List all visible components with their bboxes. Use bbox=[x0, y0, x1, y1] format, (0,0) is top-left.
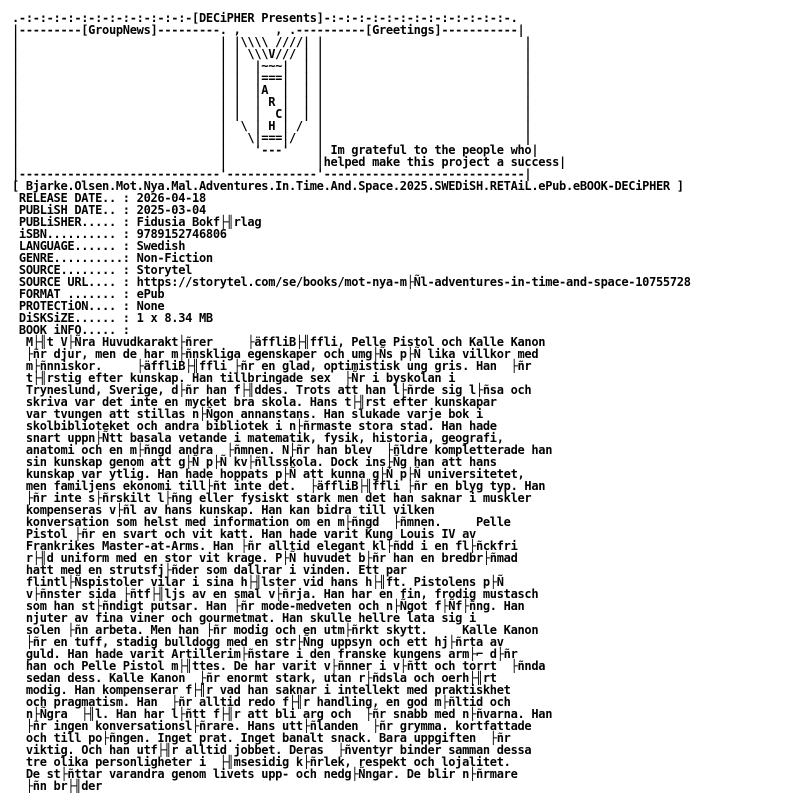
nfo-line: modig. Han kompenserar f├╢r vad han saknar i intellekt med praktiskhet bbox=[12, 683, 511, 697]
nfo-line: FORMAT ....... : ePub bbox=[12, 287, 165, 301]
nfo-line: hatt med en strutsfj├ñder som dallrar i vinden. Ett par bbox=[12, 563, 407, 577]
nfo-line: skriva var det inte en mycket bra skola. Hans t├╢rst efter kunskapar bbox=[12, 395, 497, 409]
nfo-line: sedan dess. Kalle Kanon ├ñr enormt stark, utan r├ñdsla och oerh├╢rt bbox=[12, 671, 497, 685]
nfo-line: | | |helped make this project a success| bbox=[12, 155, 566, 169]
nfo-line: och pragmatism. Han ├ñr alltid redo f├╢r handling, en god m├ñltid och bbox=[12, 695, 511, 709]
nfo-line: kompenseras v├ñl av hans kunskap. Han kan bidra till vilken bbox=[12, 503, 435, 517]
nfo-line: n├Ñgra ├╢l. Han har l├ñtt f├╢r att bli arg och ├ñr snabb med n├ñvarna. Han bbox=[12, 707, 553, 721]
nfo-line: viktig. Och han utf├╢r alltid jobbet. Deras ├ñventyr binder samman dessa bbox=[12, 743, 532, 757]
nfo-line: guld. Han hade varit Artillerim├ñstare i den franske kungens arm├⌐ d├ñr bbox=[12, 647, 518, 661]
nfo-line: ├ñr inte s├ñrskilt l├ñng eller fysiskt stark men det han saknar i muskler bbox=[12, 491, 532, 505]
nfo-line: flintl├Ñspistoler vilar i sina h├╢lster vid hans h├╢ft. Pistolens p├Ñ bbox=[12, 575, 504, 589]
nfo-line: SOURCE........ : Storytel bbox=[12, 263, 193, 277]
nfo-line: solen ├ñn arbeta. Men han ├ñr modig och en utm├ñrkt skytt. Kalle Kanon bbox=[12, 623, 539, 637]
nfo-line: BOOK iNFO..... : bbox=[12, 323, 130, 337]
nfo-line: sin kunskap genom att g├Ñ p├Ñ kv├ñllsskola. Dock ins├Ñg han att hans bbox=[12, 455, 497, 469]
nfo-line: | | | | R | | | | bbox=[12, 95, 532, 109]
nfo-line: | | | |===| | | | bbox=[12, 71, 532, 85]
nfo-line: GENRE..........: Non-Fiction bbox=[12, 251, 213, 265]
nfo-line: ├ñr en tuff, stadig bulldogg med en str├Ñng uppsyn och ett hj├ñrta av bbox=[12, 635, 504, 649]
nfo-line: var tvungen att stillas n├Ñgon annanstans. Han slukade varje bok i bbox=[12, 407, 483, 421]
nfo-line: DiSKSiZE...... : 1 x 8.34 MB bbox=[12, 311, 213, 325]
nfo-line: PROTECTiON.... : None bbox=[12, 299, 165, 313]
nfo-line: M├╢t V├Ñra Huvudkarakt├ñrer ├äffliB├╢ffli, Pelle Pistol och Kalle Kanon bbox=[12, 335, 546, 349]
nfo-line: PUBLiSHER..... : Fidusia Bokf├╢rlag bbox=[12, 215, 262, 229]
nfo-line: njuter av fina viner och gourmetmat. Han skulle hellre lata sig i bbox=[12, 611, 476, 625]
nfo-line: |---------[GroupNews]---------. , , .----------[Greetings]-----------| bbox=[12, 23, 525, 37]
nfo-line: |-----------------------------'-------------'-----------------------------| bbox=[12, 167, 532, 181]
nfo-line: Frankrikes Master-at-Arms. Han ├ñr alltid elegant kl├ñdd i en fl├ñckfri bbox=[12, 539, 518, 553]
nfo-line: LANGUAGE...... : Swedish bbox=[12, 239, 186, 253]
nfo-line: | | |\\\\ ////| | | bbox=[12, 35, 532, 49]
nfo-line: ├ñn br├╢der bbox=[12, 779, 103, 793]
nfo-line: han och Pelle Pistol m├╢ttes. De har varit v├ñnner i v├ñtt och torrt ├ñnda bbox=[12, 659, 546, 673]
nfo-line: t├╢rstig efter kunskap. Han tillbringade sex ├Ñr i byskolan i bbox=[12, 371, 456, 385]
nfo-line: De st├ñttar varandra genom livets upp- och nedg├Ñngar. De blir n├ñrmare bbox=[12, 767, 518, 781]
nfo-line: | | \ | H | / | | bbox=[12, 119, 532, 133]
nfo-line: iSBN.......... : 9789152746806 bbox=[12, 227, 227, 241]
nfo-line: tre olika personligheter i ├╢msesidig k├ñrlek, respekt och lojalitet. bbox=[12, 755, 511, 769]
nfo-line: m├ñnniskor. ├äffliB├╢ffli ├ñr en glad, optimistisk ung gris. Han ├ñr bbox=[12, 359, 532, 373]
nfo-line: r├╢d uniform med en stor vit krage. P├Ñ huvudet b├ñr han en bredbr├ñmad bbox=[12, 551, 518, 565]
nfo-line: [ Bjarke.Olsen.Mot.Nya.Mal.Adventures.In.Time.And.Space.2025.SWEDiSH.RETAiL.ePub.eBOOK-DECiPHER ] bbox=[12, 179, 684, 193]
nfo-line: PUBLiSH DATE.. : 2025-03-04 bbox=[12, 203, 206, 217]
nfo-line: snart uppn├Ñtt basala vetande i matematik, fysik, historia, geografi, bbox=[12, 431, 504, 445]
nfo-line: | | \|===|/ | | bbox=[12, 131, 532, 145]
nfo-line: | | | |A | | | | bbox=[12, 83, 532, 97]
nfo-line: SOURCE URL.... : https://storytel.com/se/books/mot-nya-m├Ñl-adventures-in-time-and-space-10755728 bbox=[12, 275, 691, 289]
nfo-line: | | '---' | Im grateful to the people who| bbox=[12, 143, 539, 157]
nfo-line: men familjens ekonomi till├ñt inte det. ├äffliB├╢ffli ├ñr en blyg typ. Han bbox=[12, 479, 546, 493]
nfo-line: Tryneslund, Sverige, d├ñr han f├╢ddes. Trots att han l├ñrde sig l├ñsa och bbox=[12, 383, 532, 397]
nfo-line: RELEASE DATE.. : 2026-04-18 bbox=[12, 191, 206, 205]
nfo-line: ├ñr djur, men de har m├ñnskliga egenskaper och umg├Ñs p├Ñ lika villkor med bbox=[12, 347, 539, 361]
nfo-line: ├ñr ingen konversationsl├ñrare. Hans utt├ñlanden ├ñr grymma. kortfattade bbox=[12, 719, 532, 733]
nfo-line: och till po├ñngen. Inget prat. Inget banalt snack. Bara uppgiften ├ñr bbox=[12, 731, 511, 745]
nfo-line: .-:-:-:-:-:-:-:-:-:-:-:-:-[DECiPHER Presents]-:-:-:-:-:-:-:-:-:-:-:-:-:-. bbox=[12, 11, 518, 25]
nfo-line: v├ñnster sida ├ñtf├╢ljs av en smal v├ñrja. Han har en fin, frodig mustasch bbox=[12, 587, 539, 601]
nfo-line: anatomi och en m├ñngd andra ├ñmnen. N├ñr han blev ├ñldre kompletterade han bbox=[12, 443, 553, 457]
nfo-line: Pistol ├ñr en svart och vit katt. Han hade varit Kung Louis IV av bbox=[12, 527, 476, 541]
nfo-line: skolbiblioteket och andra bibliotek i n├ñrmaste stora stad. Han hade bbox=[12, 419, 497, 433]
nfo-line: som han st├ñndigt putsar. Han ├ñr mode-medveten och n├Ñgot f├Ñf├ñng. Han bbox=[12, 599, 525, 613]
nfo-line: | | | |~~~| | | | bbox=[12, 59, 532, 73]
nfo-line: konversation som helst med information om en m├ñngd ├ñmnen. Pelle bbox=[12, 515, 511, 529]
nfo-line: kunskap var ytlig. Han hade hoppats p├Ñ att kunna g├Ñ p├Ñ universitetet, bbox=[12, 467, 525, 481]
nfo-line: | | | \\\V/// | | | bbox=[12, 47, 532, 61]
nfo-line: | | | | C| | | | bbox=[12, 107, 532, 121]
